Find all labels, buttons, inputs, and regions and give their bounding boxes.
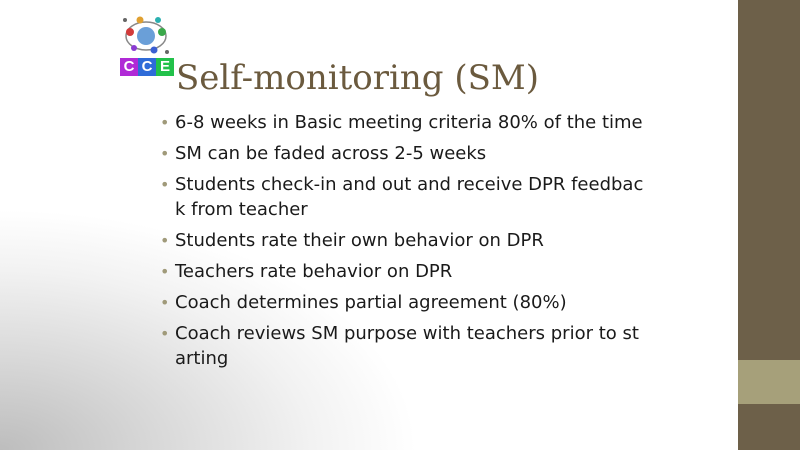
bullet-item [160, 259, 665, 284]
bullet-list [160, 110, 665, 377]
bullet-item [160, 321, 665, 371]
bullet-text-line1: Teachers rate behavior on DPR [175, 261, 453, 282]
bullet-item [160, 110, 665, 135]
sidebar-band [738, 360, 800, 404]
logo-letters [120, 58, 174, 76]
slide-title: Self-monitoring (SM) [176, 58, 539, 98]
cce-logo [120, 14, 176, 76]
bullet-text-line2: k from teacher [175, 199, 308, 220]
logo-letter-c1: C [120, 58, 138, 76]
bullet-item [160, 290, 665, 315]
bullet-dot-icon: • [160, 262, 170, 281]
bullet-text-line1: Coach reviews SM purpose with teachers prior to st [175, 323, 639, 344]
bullet-text-line2: arting [175, 348, 229, 369]
logo-letter-e: E [156, 58, 174, 76]
bullet-dot-icon: • [160, 293, 170, 312]
bullet-item [160, 172, 665, 222]
bullet-text-line1: SM can be faded across 2-5 weeks [175, 143, 487, 164]
bullet-dot-icon: • [160, 175, 170, 194]
bullet-text-line1: Students check-in and out and receive DPR feedbac [175, 174, 644, 195]
bullet-item [160, 141, 665, 166]
bullet-item [160, 228, 665, 253]
globe-people-icon [120, 14, 172, 58]
bullet-text-line1: Students rate their own behavior on DPR [175, 230, 544, 251]
bullet-dot-icon: • [160, 144, 170, 163]
logo-letter-c2: C [138, 58, 156, 76]
decorative-sidebar [738, 0, 800, 450]
bullet-text-line1: 6-8 weeks in Basic meeting criteria 80% of the time [175, 112, 643, 133]
bullet-dot-icon: • [160, 324, 170, 343]
bullet-dot-icon: • [160, 231, 170, 250]
bullet-text-line1: Coach determines partial agreement (80%) [175, 292, 567, 313]
bullet-dot-icon: • [160, 113, 170, 132]
